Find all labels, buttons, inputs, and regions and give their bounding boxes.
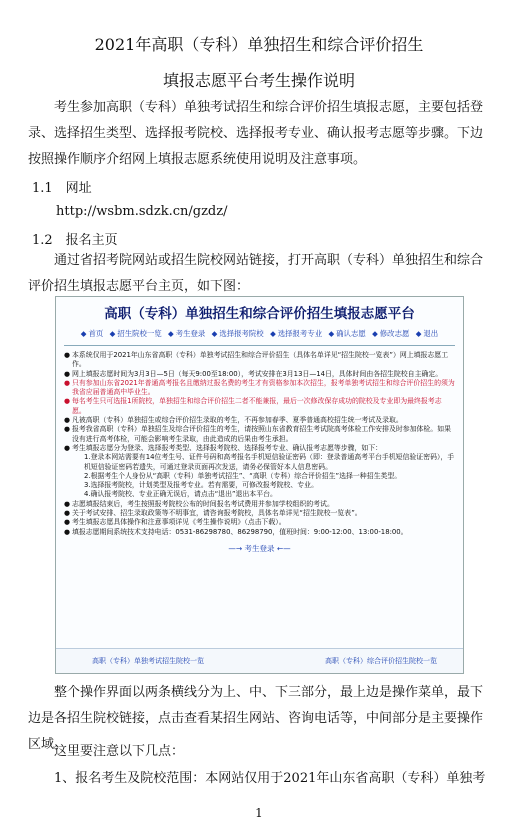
doc-title-line1: 2021年高职（专科）单独招生和综合评价招生 [94, 35, 424, 54]
platform-menu [56, 328, 463, 339]
section-1-2-paragraph: 通过省招考院网站或招生院校网站链接，打开高职（专科）单独招生和综合评价招生填报志愿平台主页，如下图： [28, 253, 484, 294]
embedded-platform-screenshot [55, 296, 464, 674]
top-divider [64, 345, 455, 346]
footer-link-single-exam[interactable]: 高职（专科）单独考试招生院校一览 [92, 657, 204, 665]
notice-list [56, 351, 463, 537]
notice-step: 2.根据考生个人身份从“高职（专科）单独考试招生”、“高职（专科）综合评价招生”选择一种招生类型。 [84, 471, 402, 480]
layout-explanation-paragraph: 整个操作界面以两条横线分为上、中、下三部分，最上边是操作菜单，最下边是各招生院校链接，点击查看某招生网站、咨询电话等，中间部分是主要操作区域。 [28, 685, 484, 752]
notice-item: ● 凡被高职（专科）单独招生或综合评价招生录取的考生，不再参加春季、夏季普通高校招生统一考试及录取。 [64, 416, 403, 425]
doc-title-line2: 填报志愿平台考生操作说明 [162, 71, 355, 90]
menu-item-choose-school[interactable]: ◆ 选择报考院校 [211, 329, 264, 338]
arrow-left-icon: ←— [276, 543, 291, 553]
menu-item-login[interactable]: ◆ 考生登录 [168, 329, 206, 338]
section-1-2-heading: 1.2 报名主页 [32, 233, 118, 248]
notes-lead: 这里要注意以下几点： [54, 744, 185, 759]
website-url: http://wsbm.sdzk.cn/gzdz/ [56, 204, 228, 219]
notice-item: ● 每名考生只可选报1所院校，单独招生和综合评价招生二者不能兼报，最后一次修改保存成功的院校及专业即为最终报考志愿。 [64, 397, 442, 415]
notice-item: ● 报考我省高职（专科）单独招生及综合评价招生的考生，请按照山东省教育招生考试院高考体检工作安排及时参加体检。如果没有进行高考体检，可能会影响考生录取，由此造成的后果由考生承担。 [64, 425, 451, 443]
arrow-right-icon: —→ [228, 543, 243, 553]
notice-item: ● 考生填报志愿具体操作和注意事项详见《考生操作说明》（点击下载）。 [64, 518, 286, 527]
notice-item: ● 志愿填报结束后，考生按照报考院校公布的时间报名考试费用并参加学校组织的考试。 [64, 499, 334, 508]
section-1-1-heading: 1.1 网址 [32, 181, 92, 196]
notice-step: 1.登录本网站需要有14位考生号、证件号码和高考报名手机短信验证密码（即：登录普通高考平台手机短信验证密码），手机短信验证密码若遗失，可通过登录页面再次发送，请务必保管好本人信息密码。 [84, 453, 455, 471]
notice-item: ● 填报志愿期间系统技术支持电话：0531-86298780、86298790，值班时间：9:00-12:00、13:00-18:00。 [64, 527, 408, 536]
intro-paragraph: 考生参加高职（专科）单独考试招生和综合评价招生填报志愿，主要包括登录、选择招生类型、选择报考院校、选择报考专业、确认报考志愿等步骤。下边按照操作顺序介绍网上填报志愿系统使用说明及注意事项。 [28, 100, 484, 167]
notice-item: ● 考生填报志愿分为登录、选择报考类型、选择报考院校、选择报考专业、确认报考志愿等步骤，如下： [64, 443, 383, 452]
page-number: 1 [255, 806, 263, 820]
menu-item-schools[interactable]: ◆ 招生院校一览 [109, 329, 162, 338]
platform-title: 高职（专科）单独招生和综合评价招生填报志愿平台 [104, 306, 415, 322]
menu-item-home[interactable]: ◆ 首页 [80, 329, 104, 338]
notice-item: ● 只有参加山东省2021年普通高考报名且缴纳过报名费的考生才有资格参加本次招生，报考单独考试招生和综合评价招生的须为我省应届普通高中毕业生。 [64, 378, 455, 397]
menu-item-logout[interactable]: ◆ 退出 [415, 329, 439, 338]
footer-link-comprehensive[interactable]: 高职（专科）综合评价招生院校一览 [325, 657, 437, 665]
login-link[interactable] [56, 543, 463, 554]
login-link-label: 考生登录 [244, 543, 275, 553]
menu-item-choose-major[interactable]: ◆ 选择报考专业 [270, 329, 323, 338]
menu-item-confirm[interactable]: ◆ 确认志愿 [328, 329, 366, 338]
note-1: 1、报名考生及院校范围：本网站仅用于2021年山东省高职（专科）单独考 [54, 771, 486, 786]
notice-item: ● 网上填报志愿时间为3月3日—5日（每天9:00至18:00），考试安排在3月13日—14日，具体时间由各招生院校自主确定。 [64, 369, 443, 378]
notice-item: ● 本系统仅用于2021年山东省高职（专科）单独考试招生和综合评价招生（具体名单详见“招生院校一览表”）网上填报志愿工作。 [64, 351, 449, 369]
notice-step: 4.确认报考院校、专业正确无误后，请点击“退出”退出本平台。 [84, 490, 277, 499]
platform-footer [56, 648, 463, 673]
notice-item: ● 关于考试安排、招生录取政策等不明事宜，请咨询报考院校，具体名单详见“招生院校一览表”。 [64, 509, 362, 518]
notice-step: 3.选择报考院校，计划类型及报考专业。若有需要，可修改报考院校、专业。 [84, 481, 318, 490]
menu-item-modify[interactable]: ◆ 修改志愿 [372, 329, 410, 338]
